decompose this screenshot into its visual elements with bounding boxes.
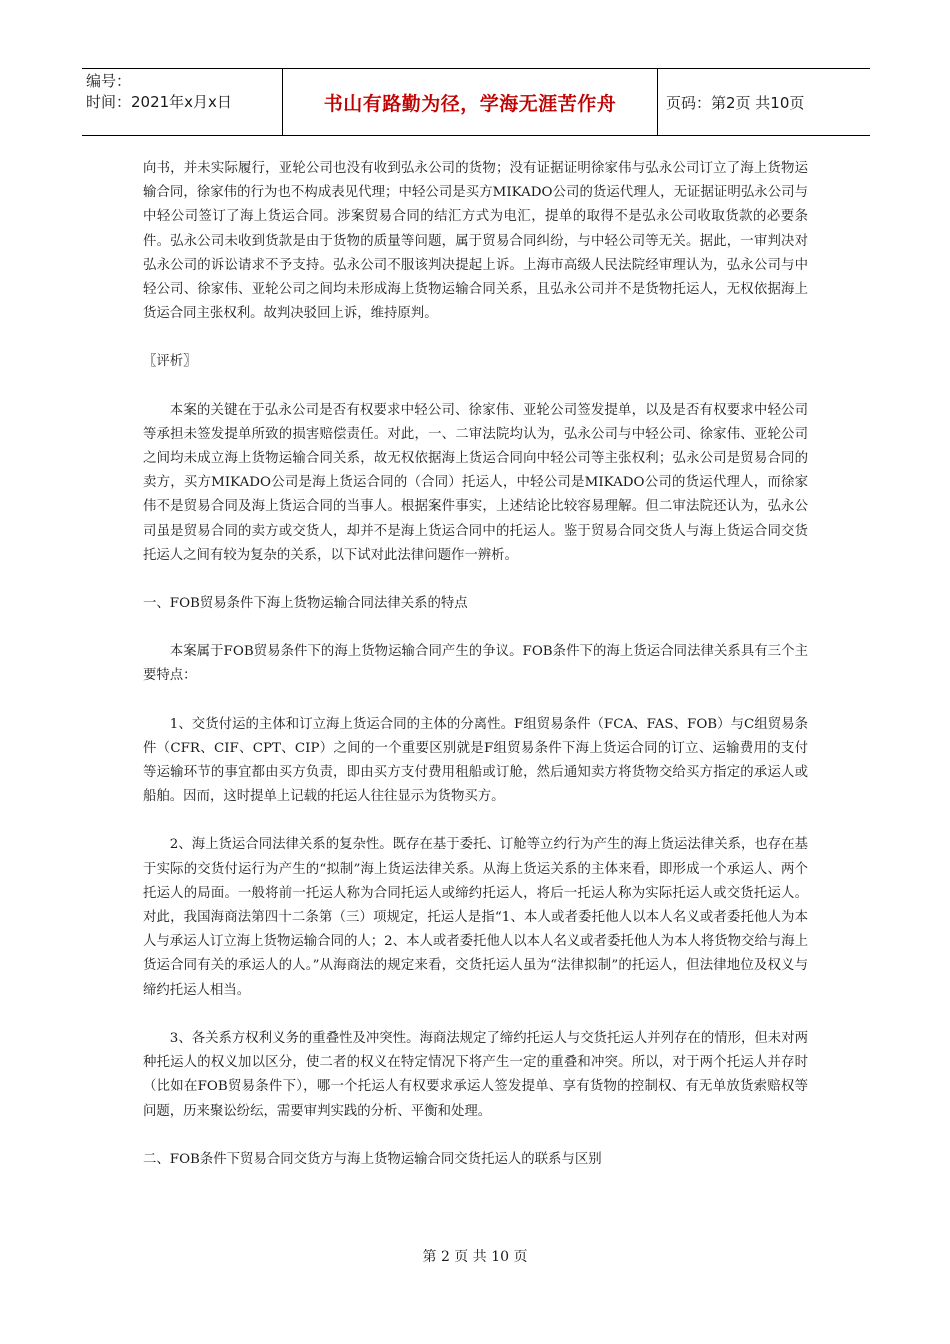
header-meta: [82, 69, 282, 135]
number-label: 编号：: [86, 72, 132, 90]
paragraph-feature-3: 3、各关系方权利义务的重叠性及冲突性。海商法规定了缔约托运人与交货托运人并列存在的情形，但未对两种托运人的权义加以区分，使二者的权义在特定情况下将产生一定的重叠和冲突。所以，对于两个托运人并存时（比如在FOB贸易条件下），哪一个托运人有权要求承运人签发提单、享有货物的控制权、有无单放货索赔权等问题，历来聚讼纷纭，需要审判实践的分析、平衡和处理。: [143, 1030, 808, 1119]
header-motto: 书山有路勤为径，学海无涯苦作舟: [282, 69, 658, 135]
section-heading-2: 二、FOB条件下贸易合同交货方与海上货物运输合同交货托运人的联系与区别: [143, 1151, 602, 1167]
header-page-number: 页码：第2页 共10页: [666, 93, 805, 112]
paragraph-analysis: 本案的关键在于弘永公司是否有权要求中轻公司、徐家伟、亚轮公司签发提单，以及是否有权要求中轻公司等承担未签发提单所致的损害赔偿责任。对此，一、二审法院均认为，弘永公司与中轻公司、徐家伟、亚轮公司之间均未成立海上货物运输合同关系，故无权依据海上货运合同向中轻公司等主张权利；弘永公司是贸易合同的卖方，买方MIKADO公司是海上货运合同的（合同）托运人，中轻公司是MIKADO公司的货运代理人，而徐家伟不是贸易合同及海上货运合同的当事人。根据案件事实，上述结论比较容易理解。但二审法院还认为，弘永公司虽是贸易合同的卖方或交货人，却并不是海上货运合同中的托运人。鉴于贸易合同交货人与海上货运合同交货托运人之间有较为复杂的关系，以下试对此法律问题作一辨析。: [143, 402, 808, 563]
document-body: [143, 157, 808, 1172]
document-header: [82, 68, 870, 136]
heading-analysis: 〖评析〗: [143, 354, 197, 370]
paragraph-intro-features: 本案属于FOB贸易条件下的海上货物运输合同产生的争议。FOB条件下的海上货运合同法律关系具有三个主要特点：: [143, 644, 808, 684]
page-footer: 第 2 页 共 10 页: [422, 1249, 528, 1265]
section-heading-1: 一、FOB贸易条件下海上货物运输合同法律关系的特点: [143, 596, 468, 612]
time-label: 时间：2021年x月x日: [86, 93, 232, 111]
paragraph-feature-2: 2、海上货运合同法律关系的复杂性。既存在基于委托、订舱等立约行为产生的海上货运法律关系，也存在基于实际的交货付运行为产生的“拟制”海上货运法律关系。从海上货运关系的主体来看，即形成一个承运人、两个托运人的局面。一般将前一托运人称为合同托运人或缔约托运人，将后一托运人称为实际托运人或交货托运人。对此，我国海商法第四十二条第（三）项规定，托运人是指“1、本人或者委托他人以本人名义或者委托他人为本人与承运人订立海上货物运输合同的人；2、本人或者委托他人以本人名义或者委托他人为本人将货物交给与海上货运合同有关的承运人的人。”从海商法的规定来看，交货托运人虽为“法律拟制”的托运人，但法律地位及权义与缔约托运人相当。: [143, 837, 808, 998]
paragraph-feature-1: 1、交货付运的主体和订立海上货运合同的主体的分离性。F组贸易条件（FCA、FAS、FOB）与C组贸易条件（CFR、CIF、CPT、CIP）之间的一个重要区别就是F组贸易条件下海上货运合同的订立、运输费用的支付等运输环节的事宜都由买方负责，即由买方支付费用租船或订舱，然后通知卖方将货物交给买方指定的承运人或船舶。因而，这时提单上记载的托运人往往显示为货物买方。: [143, 716, 808, 805]
paragraph-case-continuation: 向书，并未实际履行，亚轮公司也没有收到弘永公司的货物；没有证据证明徐家伟与弘永公司订立了海上货物运输合同，徐家伟的行为也不构成表见代理；中轻公司是买方MIKADO公司的货运代理人，无证据证明弘永公司与中轻公司签订了海上货运合同。涉案贸易合同的结汇方式为电汇，提单的取得不是弘永公司收取货款的必要条件。弘永公司未收到货款是由于货物的质量等问题，属于贸易合同纠纷，与中轻公司等无关。据此，一审判决对弘永公司的诉讼请求不予支持。弘永公司不服该判决提起上诉。上海市高级人民法院经审理认为，弘永公司与中轻公司、徐家伟、亚轮公司之间均未形成海上货物运输合同关系，且弘永公司并不是货物托运人，无权依据海上货运合同主张权利。故判决驳回上诉，维持原判。: [143, 161, 808, 322]
